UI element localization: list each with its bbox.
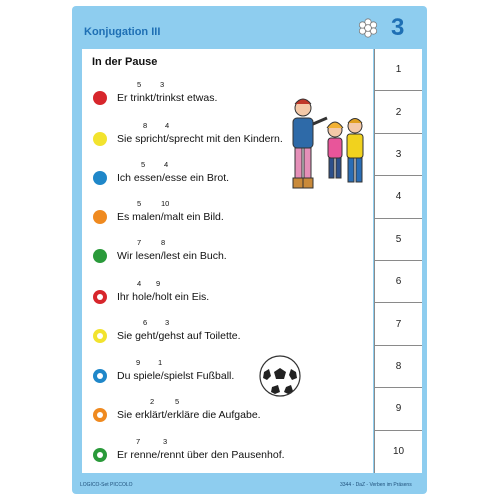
football-illustration	[258, 354, 302, 398]
sentence-text: Ich essen/esse ein Brot.	[117, 172, 230, 184]
sentence-text: Er renne/rennt über den Pausenhof.	[117, 449, 285, 461]
option-number-2: 8	[161, 238, 166, 247]
sentence-row	[93, 279, 313, 309]
sentence-row	[93, 121, 313, 151]
option-number-1: 5	[137, 80, 142, 89]
answer-cell[interactable]: 9	[374, 388, 422, 430]
option-number-2: 10	[161, 199, 170, 208]
option-number-1: 6	[143, 318, 148, 327]
option-number-2: 5	[175, 397, 180, 406]
option-number-2: 4	[164, 160, 169, 169]
option-number-1: 7	[137, 238, 142, 247]
flower-logo-icon	[356, 16, 380, 40]
option-number-1: 2	[150, 397, 155, 406]
red-marker-dot	[93, 91, 107, 105]
yellow-marker-dot	[93, 132, 107, 146]
option-number-1: 5	[141, 160, 146, 169]
sentence-row	[93, 437, 313, 467]
option-number-1: 9	[136, 358, 141, 367]
blue-marker-dot	[93, 171, 107, 185]
option-number-1: 5	[137, 199, 142, 208]
panel-title: In der Pause	[92, 56, 158, 68]
option-number-2: 1	[158, 358, 163, 367]
option-number-2: 9	[156, 279, 161, 288]
option-number-1: 7	[136, 437, 141, 446]
footer-publisher: LOGICO-Set PICCOLO	[80, 482, 133, 488]
sentence-row	[93, 318, 313, 348]
option-number-2: 4	[165, 121, 170, 130]
sentence-text: Sie spricht/sprecht mit den Kindern.	[117, 133, 283, 145]
orange-marker-dot	[93, 408, 107, 422]
answer-column	[374, 49, 422, 473]
sentence-row	[93, 238, 313, 268]
answer-cell[interactable]: 8	[374, 346, 422, 388]
answer-cell[interactable]: 1	[374, 49, 422, 91]
green-marker-dot	[93, 249, 107, 263]
sentence-row	[93, 199, 313, 229]
option-number-2: 3	[165, 318, 170, 327]
sentence-text: Du spiele/spielst Fußball.	[117, 370, 235, 382]
red-marker-dot	[93, 290, 107, 304]
card-number: 3	[391, 14, 405, 41]
card-title: Konjugation III	[84, 26, 161, 38]
answer-cell[interactable]: 7	[374, 303, 422, 345]
children-illustration	[283, 94, 369, 194]
option-number-2: 3	[163, 437, 168, 446]
answer-cell[interactable]: 10	[374, 431, 422, 473]
sentence-row	[93, 397, 313, 427]
answer-cell[interactable]: 4	[374, 176, 422, 218]
option-number-1: 4	[137, 279, 142, 288]
green-marker-dot	[93, 448, 107, 462]
sentence-text: Sie geht/gehst auf Toilette.	[117, 330, 241, 342]
option-number-2: 3	[160, 80, 165, 89]
footer-series: 3344 - DaZ - Verben im Präsens	[340, 482, 412, 488]
blue-marker-dot	[93, 369, 107, 383]
sentence-text: Es malen/malt ein Bild.	[117, 211, 224, 223]
sentence-text: Wir lesen/lest ein Buch.	[117, 250, 227, 262]
orange-marker-dot	[93, 210, 107, 224]
sentence-row	[93, 160, 313, 190]
yellow-marker-dot	[93, 329, 107, 343]
sentence-text: Ihr hole/holt ein Eis.	[117, 291, 210, 303]
answer-cell[interactable]: 5	[374, 219, 422, 261]
sentence-text: Er trinkt/trinkst etwas.	[117, 92, 218, 104]
answer-cell[interactable]: 3	[374, 134, 422, 176]
option-number-1: 8	[143, 121, 148, 130]
sentence-row	[93, 80, 313, 110]
sentence-text: Sie erklärt/erkläre die Aufgabe.	[117, 409, 261, 421]
answer-cell[interactable]: 6	[374, 261, 422, 303]
answer-cell[interactable]: 2	[374, 91, 422, 133]
